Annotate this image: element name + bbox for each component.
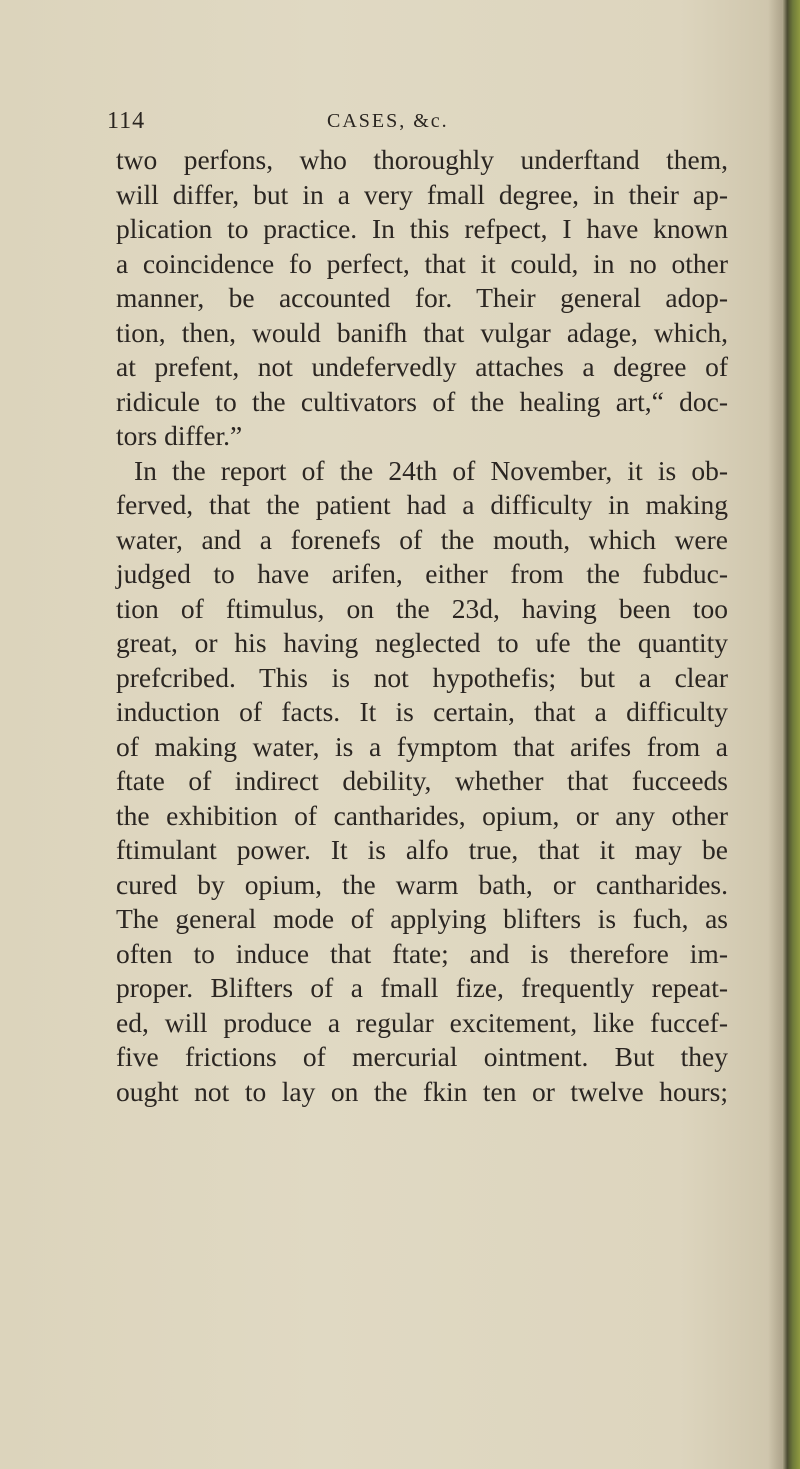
text-line: ed, will produce a regular excitement, like fuccef-: [116, 1006, 728, 1038]
paragraph-1: [116, 143, 728, 454]
text-line: ridicule to the cultivators of the healing art,“ doc-: [116, 385, 728, 417]
text-line: at prefent, not undefervedly attaches a degree of: [116, 351, 728, 382]
text-line: of making water, is a fymptom that arifes from a: [116, 730, 728, 762]
text-line: ftate of indirect debility, whether that fucceeds: [116, 765, 728, 796]
page-gutter-shadow: [768, 0, 782, 1469]
text-line: tion of ftimulus, on the 23d, having been too: [116, 592, 728, 624]
text-line: water, and a forenefs of the mouth, which were: [116, 523, 728, 555]
text-line: cured by opium, the warm bath, or cantharides.: [116, 868, 728, 900]
page-edge: [782, 0, 800, 1469]
text-line: a coincidence fo perfect, that it could, in no other: [116, 247, 728, 279]
text-line: induction of facts. It is certain, that a difficulty: [116, 696, 728, 727]
text-line: plication to practice. In this refpect, I have known: [116, 213, 728, 244]
text-line: great, or his having neglected to ufe the quantity: [116, 627, 728, 658]
text-line: prefcribed. This is not hypothefis; but a clear: [116, 661, 728, 693]
text-line: In the report of the 24th of November, it is ob-: [134, 454, 728, 486]
text-line: manner, be accounted for. Their general adop-: [116, 282, 728, 313]
page-header: [107, 108, 687, 138]
text-line: often to induce that ftate; and is therefore im-: [116, 937, 728, 969]
paragraph-2: [116, 454, 728, 1110]
text-line: tion, then, would banifh that vulgar adage, which,: [116, 316, 728, 348]
text-line: ought not to lay on the fkin ten or twelve hours;: [116, 1075, 728, 1107]
text-line: ftimulant power. It is alfo true, that it may be: [116, 834, 728, 865]
text-line: tors differ.”: [116, 420, 243, 451]
text-line: two perfons, who thoroughly underftand them,: [116, 144, 728, 175]
running-title: CASES, &c.: [327, 110, 449, 132]
page-number: 114: [107, 108, 146, 134]
text-line: will differ, but in a very fmall degree, in their ap-: [116, 178, 728, 210]
text-line: proper. Blifters of a fmall fize, frequently repeat-: [116, 972, 728, 1003]
body-text: [116, 143, 728, 1109]
text-line: five frictions of mercurial ointment. But they: [116, 1041, 728, 1072]
text-line: ferved, that the patient had a difficulty in making: [116, 489, 728, 520]
text-line: the exhibition of cantharides, opium, or any other: [116, 799, 728, 831]
text-line: The general mode of applying blifters is fuch, as: [116, 903, 728, 934]
text-line: judged to have arifen, either from the fubduc-: [116, 558, 728, 589]
